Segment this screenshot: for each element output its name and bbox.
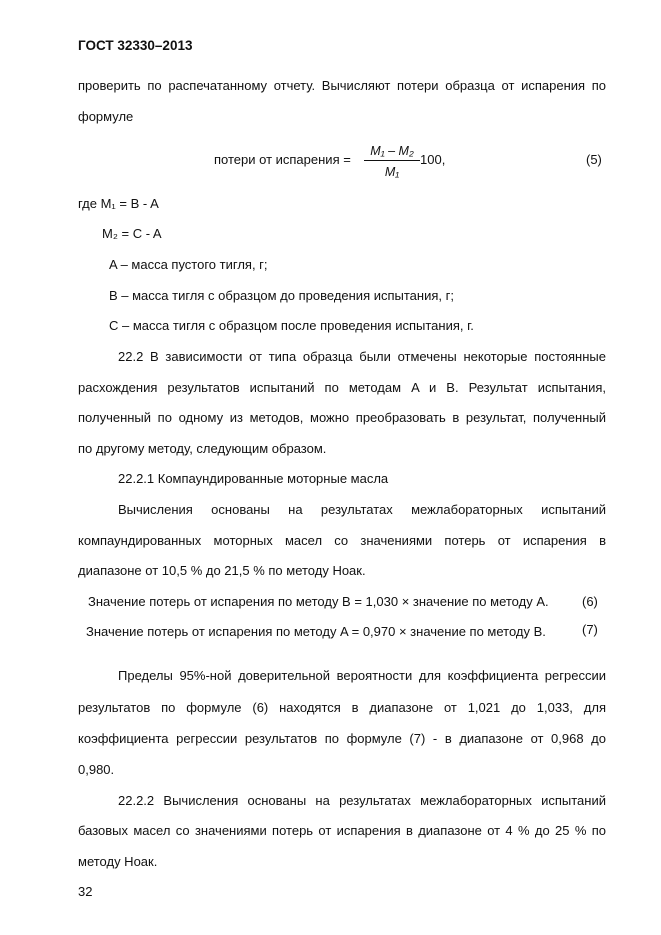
page-number: 32: [78, 884, 93, 899]
paragraph-line: расхождения результатов испытаний по методам A и B. Результат испытания,: [78, 380, 606, 395]
formula-number: (5): [586, 152, 602, 167]
equation-6-number: (6): [582, 594, 598, 609]
paragraph-line: 22.2.2 Вычисления основаны на результатах межлабораторных испытаний: [118, 793, 606, 808]
definition-a: A – масса пустого тигля, г;: [109, 257, 268, 272]
paragraph-line: полученный по одному из методов, можно преобразовать в результат, полученный: [78, 410, 606, 425]
definition-b: B – масса тигля с образцом до проведения испытания, г;: [109, 288, 454, 303]
formula-factor: 100,: [420, 152, 446, 167]
definition-c: C – масса тигля с образцом после проведения испытания, г.: [109, 318, 474, 333]
paragraph-line: Пределы 95%-ной доверительной вероятности для коэффициента регрессии: [118, 668, 606, 683]
paragraph-line: компаундированных моторных масел со значениями потерь от испарения в: [78, 533, 606, 548]
equation-7-number: (7): [582, 622, 598, 637]
definition-m1: где M₁ = B - A: [78, 196, 159, 211]
paragraph-line: диапазоне от 10,5 % до 21,5 % по методу Ноак.: [78, 563, 366, 578]
paragraph-line: результатов по формуле (6) находятся в диапазоне от 1,021 до 1,033, для: [78, 700, 606, 715]
formula-fraction: [364, 143, 420, 180]
paragraph-line: по другому методу, следующим образом.: [78, 441, 327, 456]
document-header: ГОСТ 32330–2013: [78, 38, 193, 53]
paragraph-line: базовых масел со значениями потерь от испарения в диапазоне от 4 % до 25 % по: [78, 823, 606, 838]
definition-m2: M₂ = C - A: [102, 226, 162, 241]
equation-7: Значение потерь от испарения по методу A = 0,970 × значение по методу B.: [86, 624, 546, 639]
paragraph-line: проверить по распечатанному отчету. Вычисляют потери образца от испарения по: [78, 78, 606, 93]
fraction-bar: [364, 160, 420, 161]
paragraph-line: методу Ноак.: [78, 854, 158, 869]
formula-denominator: M₁: [384, 165, 400, 179]
formula-lhs: потери от испарения =: [214, 152, 351, 167]
paragraph-line: формуле: [78, 109, 134, 124]
equation-6: Значение потерь от испарения по методу B = 1,030 × значение по методу A.: [88, 594, 549, 609]
formula-numerator: M₁ – M₂: [370, 144, 414, 158]
paragraph-line: 0,980.: [78, 762, 115, 777]
paragraph-line: Вычисления основаны на результатах межлабораторных испытаний: [118, 502, 606, 517]
section-heading: 22.2.1 Компаундированные моторные масла: [118, 471, 389, 486]
paragraph-line: коэффициента регрессии результатов по формуле (7) - в диапазоне от 0,968 до: [78, 731, 606, 746]
paragraph-line: 22.2 В зависимости от типа образца были отмечены некоторые постоянные: [118, 349, 606, 364]
